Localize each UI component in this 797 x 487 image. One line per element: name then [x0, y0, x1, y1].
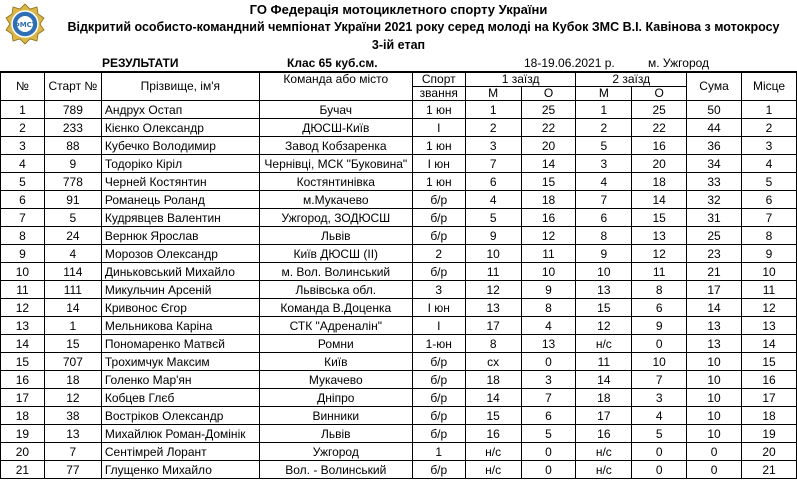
table-row: [1, 281, 797, 299]
race1-m-cell: 12: [465, 281, 521, 299]
race2-o-cell: 5: [632, 425, 687, 443]
race1-o-cell: 5: [521, 425, 576, 443]
rank-cell: І юн: [412, 299, 465, 317]
race2-o-cell: 10: [632, 353, 687, 371]
name-cell: Глущенко Михайло: [101, 461, 259, 479]
col-rank-header: Спорт: [412, 73, 465, 87]
rank-cell: І: [412, 317, 465, 335]
table-row: [1, 209, 797, 227]
race2-o-cell: 16: [632, 137, 687, 155]
num-cell: 9: [1, 245, 45, 263]
sum-cell: 31: [687, 209, 742, 227]
name-cell: Диньковський Михайло: [101, 263, 259, 281]
table-row: [1, 443, 797, 461]
race2-m-cell: 17: [576, 407, 632, 425]
race1-o-cell: 10: [521, 263, 576, 281]
race1-o-cell: 15: [521, 173, 576, 191]
race2-m-cell: 8: [576, 227, 632, 245]
race2-o-cell: 6: [632, 299, 687, 317]
race2-o-cell: 8: [632, 281, 687, 299]
start-cell: 7: [44, 443, 101, 461]
col-race1-m-header: М: [465, 87, 521, 101]
name-cell: Романець Роланд: [101, 191, 259, 209]
start-cell: 233: [44, 119, 101, 137]
sum-cell: 36: [687, 137, 742, 155]
sum-cell: 25: [687, 227, 742, 245]
start-cell: 14: [44, 299, 101, 317]
race1-m-cell: 17: [465, 317, 521, 335]
team-cell: Вол. - Волинський: [259, 461, 412, 479]
sum-cell: 23: [687, 245, 742, 263]
place-cell: 3: [741, 137, 796, 155]
name-cell: Черней Костянтин: [101, 173, 259, 191]
num-cell: 1: [1, 101, 45, 119]
race2-o-cell: 0: [632, 335, 687, 353]
race2-o-cell: 7: [632, 371, 687, 389]
race2-m-cell: н/с: [576, 461, 632, 479]
race2-o-cell: 15: [632, 209, 687, 227]
race1-o-cell: 8: [521, 299, 576, 317]
team-cell: СТК "Адреналін": [259, 317, 412, 335]
race1-m-cell: 5: [465, 209, 521, 227]
place-cell: 11: [741, 281, 796, 299]
name-cell: Морозов Олександр: [101, 245, 259, 263]
race1-m-cell: 4: [465, 191, 521, 209]
rank-cell: б/р: [412, 371, 465, 389]
num-cell: 21: [1, 461, 45, 479]
table-row: [1, 371, 797, 389]
col-name-header: Прізвище, ім'я: [101, 73, 259, 101]
rank-cell: б/р: [412, 263, 465, 281]
name-cell: Кудрявцев Валентин: [101, 209, 259, 227]
sum-cell: 17: [687, 281, 742, 299]
race2-o-cell: 13: [632, 227, 687, 245]
race2-m-cell: 18: [576, 389, 632, 407]
rank-cell: б/р: [412, 209, 465, 227]
rank-cell: б/р: [412, 227, 465, 245]
race2-o-cell: 25: [632, 101, 687, 119]
race1-o-cell: 0: [521, 461, 576, 479]
num-cell: 17: [1, 389, 45, 407]
race2-o-cell: 14: [632, 191, 687, 209]
race2-m-cell: 10: [576, 263, 632, 281]
name-cell: Голенко Мар'ян: [101, 371, 259, 389]
sum-cell: 50: [687, 101, 742, 119]
team-cell: Київ: [259, 353, 412, 371]
name-cell: Тодоріко Кіріл: [101, 155, 259, 173]
race2-m-cell: 11: [576, 353, 632, 371]
sum-cell: 33: [687, 173, 742, 191]
num-cell: 15: [1, 353, 45, 371]
rank-cell: 1 юн: [412, 173, 465, 191]
rank-cell: І юн: [412, 155, 465, 173]
race2-m-cell: 9: [576, 245, 632, 263]
col-race2-header: 2 заїзд: [576, 73, 687, 87]
team-cell: Дніпро: [259, 389, 412, 407]
col-race2-m-header: М: [576, 87, 632, 101]
rank-cell: 1 юн: [412, 137, 465, 155]
race1-m-cell: н/с: [465, 461, 521, 479]
org-title: ГО Федерація мотоциклетного спорту України: [249, 2, 548, 17]
race2-m-cell: 2: [576, 119, 632, 137]
place-cell: 6: [741, 191, 796, 209]
name-cell: Кобцев Глєб: [101, 389, 259, 407]
svg-text:ФМСУ: ФМСУ: [12, 21, 38, 29]
sum-cell: 10: [687, 353, 742, 371]
race1-o-cell: 11: [521, 245, 576, 263]
race2-m-cell: 4: [576, 173, 632, 191]
race2-o-cell: 12: [632, 245, 687, 263]
place-cell: 21: [741, 461, 796, 479]
sum-cell: 32: [687, 191, 742, 209]
sum-cell: 0: [687, 443, 742, 461]
results-table: [0, 72, 797, 479]
place-cell: 14: [741, 335, 796, 353]
start-cell: 111: [44, 281, 101, 299]
table-row: [1, 389, 797, 407]
table-row: [1, 353, 797, 371]
name-cell: Кубечко Володимир: [101, 137, 259, 155]
col-sum-header: Сума: [687, 73, 742, 101]
team-cell: Бучач: [259, 101, 412, 119]
name-cell: Андрух Остап: [101, 101, 259, 119]
place-cell: 16: [741, 371, 796, 389]
start-cell: 778: [44, 173, 101, 191]
race2-m-cell: н/с: [576, 443, 632, 461]
table-row: [1, 335, 797, 353]
name-cell: Трохимчук Максим: [101, 353, 259, 371]
race1-m-cell: 7: [465, 155, 521, 173]
table-row: [1, 299, 797, 317]
race2-m-cell: 1: [576, 101, 632, 119]
name-cell: Сентімрей Лорант: [101, 443, 259, 461]
race2-o-cell: 0: [632, 461, 687, 479]
team-cell: Львів: [259, 227, 412, 245]
race2-o-cell: 4: [632, 407, 687, 425]
race1-m-cell: 1: [465, 101, 521, 119]
rank-cell: б/р: [412, 461, 465, 479]
team-cell: Мукачево: [259, 371, 412, 389]
results-label: РЕЗУЛЬТАТИ: [102, 56, 179, 70]
race2-m-cell: 3: [576, 155, 632, 173]
sum-cell: 10: [687, 407, 742, 425]
col-race1-header: 1 заїзд: [465, 73, 576, 87]
col-team-header: Команда або місто: [259, 73, 412, 101]
race2-o-cell: 0: [632, 443, 687, 461]
race1-o-cell: 3: [521, 371, 576, 389]
num-cell: 20: [1, 443, 45, 461]
place-cell: 8: [741, 227, 796, 245]
race2-m-cell: 14: [576, 371, 632, 389]
start-cell: 88: [44, 137, 101, 155]
sum-cell: 0: [687, 461, 742, 479]
place-cell: 19: [741, 425, 796, 443]
team-cell: Ужгород: [259, 443, 412, 461]
num-cell: 7: [1, 209, 45, 227]
team-cell: Київ ДЮСШ (ІІ): [259, 245, 412, 263]
race1-m-cell: 10: [465, 245, 521, 263]
race1-m-cell: 11: [465, 263, 521, 281]
table-row: [1, 245, 797, 263]
team-cell: Чернівці, МСК "Буковина": [259, 155, 412, 173]
col-place-header: Місце: [741, 73, 796, 101]
name-cell: Мельникова Каріна: [101, 317, 259, 335]
race1-o-cell: 0: [521, 443, 576, 461]
race1-o-cell: 22: [521, 119, 576, 137]
place-cell: 20: [741, 443, 796, 461]
start-cell: 13: [44, 425, 101, 443]
table-row: [1, 119, 797, 137]
championship-title: Відкритий особисто-командний чемпіонат України 2021 року серед молоді на Кубок ЗМС В.І. Кавінова з мотокросу: [67, 20, 780, 34]
team-cell: Завод Кобзаренка: [259, 137, 412, 155]
num-cell: 10: [1, 263, 45, 281]
place-cell: 12: [741, 299, 796, 317]
name-cell: Вернюк Ярослав: [101, 227, 259, 245]
name-cell: Пономаренко Матвєй: [101, 335, 259, 353]
start-cell: 1: [44, 317, 101, 335]
start-cell: 114: [44, 263, 101, 281]
race1-o-cell: 0: [521, 353, 576, 371]
place-cell: 4: [741, 155, 796, 173]
stage-title: 3-ій етап: [371, 38, 426, 52]
race1-m-cell: 14: [465, 389, 521, 407]
sum-cell: 13: [687, 317, 742, 335]
start-cell: 15: [44, 335, 101, 353]
rank-cell: б/р: [412, 425, 465, 443]
rank-cell: б/р: [412, 353, 465, 371]
race1-m-cell: 6: [465, 173, 521, 191]
rank-cell: б/р: [412, 389, 465, 407]
race1-m-cell: 15: [465, 407, 521, 425]
team-cell: м.Мукачево: [259, 191, 412, 209]
place-cell: 15: [741, 353, 796, 371]
sum-cell: 44: [687, 119, 742, 137]
race1-m-cell: 3: [465, 137, 521, 155]
race1-o-cell: 18: [521, 191, 576, 209]
sum-cell: 13: [687, 335, 742, 353]
rank-cell: б/р: [412, 407, 465, 425]
num-cell: 3: [1, 137, 45, 155]
team-cell: Ужгород, ЗОДЮСШ: [259, 209, 412, 227]
sum-cell: 21: [687, 263, 742, 281]
race1-m-cell: 2: [465, 119, 521, 137]
race1-o-cell: 20: [521, 137, 576, 155]
start-cell: 707: [44, 353, 101, 371]
name-cell: Микульчин Арсеній: [101, 281, 259, 299]
table-row: [1, 227, 797, 245]
start-cell: 24: [44, 227, 101, 245]
table-row: [1, 101, 797, 119]
race2-m-cell: 16: [576, 425, 632, 443]
col-num-header: №: [1, 73, 45, 101]
race1-o-cell: 7: [521, 389, 576, 407]
place-cell: 9: [741, 245, 796, 263]
start-cell: 4: [44, 245, 101, 263]
place-cell: 7: [741, 209, 796, 227]
rank-cell: 1 юн: [412, 101, 465, 119]
sum-cell: 34: [687, 155, 742, 173]
sum-cell: 10: [687, 425, 742, 443]
race1-o-cell: 13: [521, 335, 576, 353]
race1-m-cell: 16: [465, 425, 521, 443]
race1-m-cell: сх: [465, 353, 521, 371]
place-cell: 1: [741, 101, 796, 119]
table-row: [1, 407, 797, 425]
race2-o-cell: 9: [632, 317, 687, 335]
team-cell: ДЮСШ-Київ: [259, 119, 412, 137]
place-cell: 13: [741, 317, 796, 335]
num-cell: 14: [1, 335, 45, 353]
rank-cell: 1: [412, 443, 465, 461]
num-cell: 11: [1, 281, 45, 299]
num-cell: 4: [1, 155, 45, 173]
start-cell: 12: [44, 389, 101, 407]
start-cell: 38: [44, 407, 101, 425]
table-row: [1, 461, 797, 479]
race2-o-cell: 22: [632, 119, 687, 137]
rank-cell: 1-юн: [412, 335, 465, 353]
class-label: Клас 65 куб.см.: [287, 56, 378, 70]
name-cell: Кієнко Олександр: [101, 119, 259, 137]
header-row-1: [1, 73, 797, 87]
start-cell: 77: [44, 461, 101, 479]
place-cell: 10: [741, 263, 796, 281]
team-cell: Команда В.Доценка: [259, 299, 412, 317]
table-row: [1, 425, 797, 443]
num-cell: 8: [1, 227, 45, 245]
num-cell: 13: [1, 317, 45, 335]
start-cell: 18: [44, 371, 101, 389]
table-row: [1, 155, 797, 173]
race1-m-cell: 9: [465, 227, 521, 245]
race2-o-cell: 11: [632, 263, 687, 281]
race2-m-cell: 12: [576, 317, 632, 335]
race2-o-cell: 20: [632, 155, 687, 173]
place-cell: 2: [741, 119, 796, 137]
name-cell: Михайлюк Роман-Домінік: [101, 425, 259, 443]
team-cell: Винники: [259, 407, 412, 425]
rank-cell: І: [412, 119, 465, 137]
table-row: [1, 173, 797, 191]
num-cell: 6: [1, 191, 45, 209]
team-cell: м. Вол. Волинський: [259, 263, 412, 281]
sum-cell: 14: [687, 299, 742, 317]
name-cell: Кривонос Єгор: [101, 299, 259, 317]
race2-o-cell: 3: [632, 389, 687, 407]
num-cell: 12: [1, 299, 45, 317]
race2-m-cell: 15: [576, 299, 632, 317]
race2-m-cell: 6: [576, 209, 632, 227]
team-cell: Львівська обл.: [259, 281, 412, 299]
num-cell: 5: [1, 173, 45, 191]
event-dates: 18-19.06.2021 р.: [524, 56, 615, 70]
race1-o-cell: 9: [521, 281, 576, 299]
start-cell: 5: [44, 209, 101, 227]
race1-o-cell: 6: [521, 407, 576, 425]
rank-cell: 2: [412, 245, 465, 263]
sum-cell: 10: [687, 371, 742, 389]
event-city: м. Ужгород: [648, 56, 710, 70]
place-cell: 18: [741, 407, 796, 425]
col-start-header: Старт №: [44, 73, 101, 101]
sum-cell: 10: [687, 389, 742, 407]
num-cell: 18: [1, 407, 45, 425]
race1-o-cell: 16: [521, 209, 576, 227]
race2-m-cell: н/с: [576, 335, 632, 353]
place-cell: 5: [741, 173, 796, 191]
num-cell: 16: [1, 371, 45, 389]
race2-m-cell: 7: [576, 191, 632, 209]
rank-cell: 3: [412, 281, 465, 299]
start-cell: 789: [44, 101, 101, 119]
place-cell: 17: [741, 389, 796, 407]
race1-m-cell: н/с: [465, 443, 521, 461]
team-cell: Ромни: [259, 335, 412, 353]
race2-m-cell: 13: [576, 281, 632, 299]
table-row: [1, 137, 797, 155]
race1-m-cell: 18: [465, 371, 521, 389]
start-cell: 91: [44, 191, 101, 209]
start-cell: 9: [44, 155, 101, 173]
table-row: [1, 317, 797, 335]
col-rank-header-2: звання: [412, 87, 465, 101]
race1-o-cell: 4: [521, 317, 576, 335]
race2-m-cell: 5: [576, 137, 632, 155]
race2-o-cell: 18: [632, 173, 687, 191]
table-row: [1, 191, 797, 209]
col-race2-o-header: О: [632, 87, 687, 101]
num-cell: 2: [1, 119, 45, 137]
table-row: [1, 263, 797, 281]
race1-o-cell: 25: [521, 101, 576, 119]
rank-cell: б/р: [412, 191, 465, 209]
num-cell: 19: [1, 425, 45, 443]
col-race1-o-header: О: [521, 87, 576, 101]
race1-o-cell: 12: [521, 227, 576, 245]
race1-m-cell: 13: [465, 299, 521, 317]
team-cell: Костянтинівка: [259, 173, 412, 191]
name-cell: Востріков Олександр: [101, 407, 259, 425]
race1-m-cell: 8: [465, 335, 521, 353]
race1-o-cell: 14: [521, 155, 576, 173]
team-cell: Львів: [259, 425, 412, 443]
